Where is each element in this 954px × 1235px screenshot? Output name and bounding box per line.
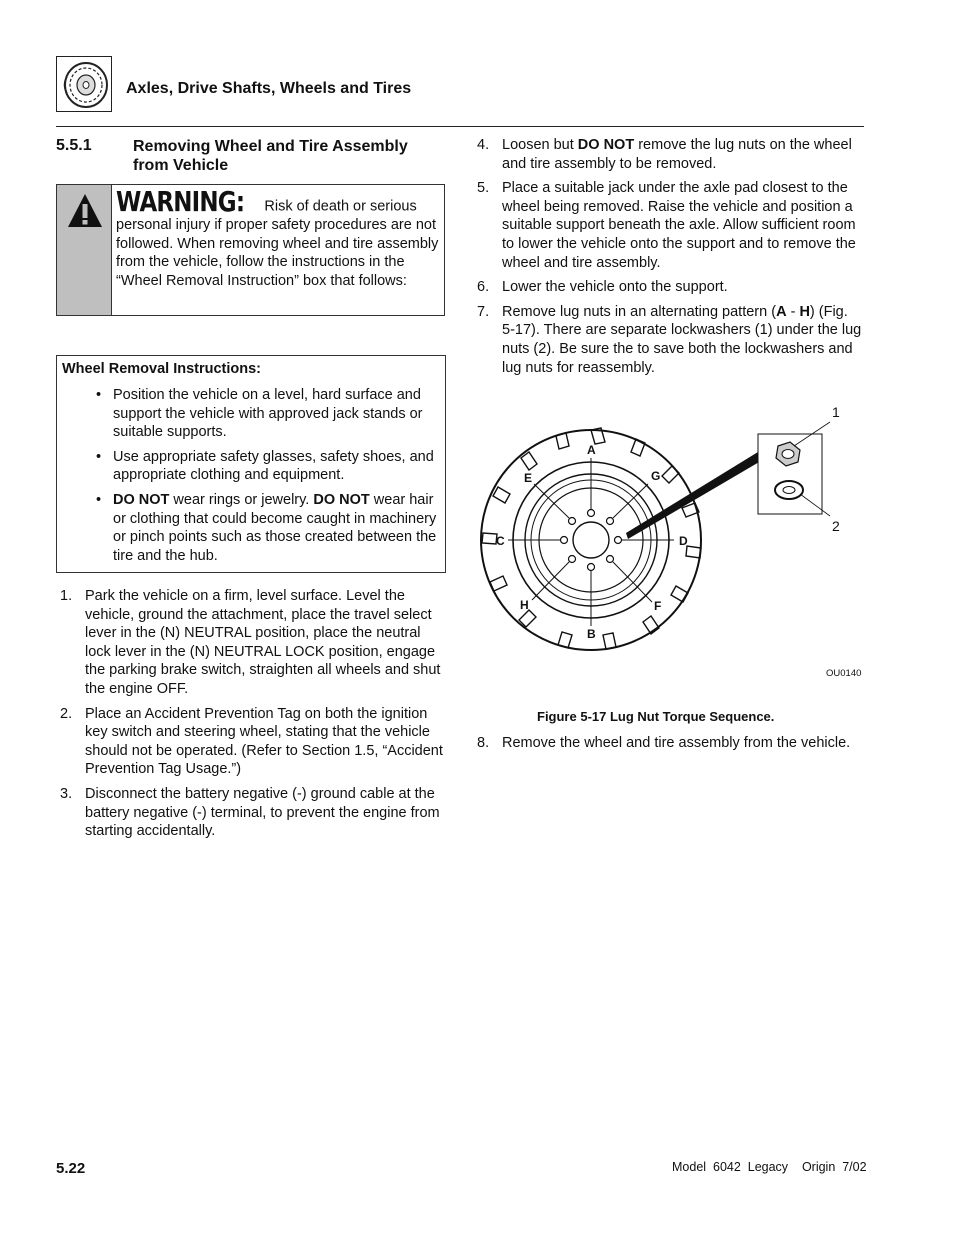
tire-icon xyxy=(57,57,111,111)
removal-instructions-title: Wheel Removal Instructions: xyxy=(62,361,262,377)
page-number: 5.22 xyxy=(56,1160,86,1177)
figure-caption: Figure 5-17 Lug Nut Torque Sequence. xyxy=(537,709,775,724)
label-c: C xyxy=(496,534,505,548)
list-item: • DO NOT wear rings or jewelry. DO NOT wear hair or clothing that could become caught in machinery or pinch points such as those created between the tire and the hub. xyxy=(96,491,441,565)
section-number: 5.5.1 xyxy=(56,137,92,154)
steps-list-right-2 xyxy=(477,734,862,759)
list-item: • Position the vehicle on a level, hard surface and support the vehicle with approved jack stands or suitable supports. xyxy=(96,386,441,442)
warning-text xyxy=(116,185,442,290)
label-h: H xyxy=(520,598,529,612)
step-item: 7. Remove lug nuts in an alternating pattern (A - H) (Fig. 5-17). There are separate lockwashers (1) under the lug nuts (2). Be sure the to save both the lockwashers and lug nuts for reassembly. xyxy=(477,303,862,376)
steps-list-right xyxy=(477,136,862,383)
tire-drawing xyxy=(481,428,701,650)
footer-model: Model 6042 Legacy Origin 7/02 xyxy=(672,1160,867,1174)
label-f: F xyxy=(654,599,662,613)
step-item: 2. Place an Accident Prevention Tag on both the ignition key switch and steering wheel, stating that the vehicle should not be operated. (Refer to Section 1.5, “Accident Prevention Tag Usage.”) xyxy=(60,705,443,778)
step-item: 4. Loosen but DO NOT remove the lug nuts on the wheel and tire assembly to be removed. xyxy=(477,137,852,172)
lug-nut-figure xyxy=(476,398,866,688)
label-e: E xyxy=(524,471,533,485)
step-item: 6. Lower the vehicle onto the support. xyxy=(477,279,728,296)
figure-code: OU0140 xyxy=(826,668,862,679)
steps-list-left xyxy=(60,587,445,847)
step-item: 1. Park the vehicle on a firm, level surface. Level the vehicle, ground the attachment, place the travel select lever in the (N) NEUTRAL position, place the neutral lock lever in the (N) NEUTRAL LOCK position, engage the parking brake switch, straighten all wheels and shut the engine OFF. xyxy=(60,588,441,697)
label-g: G xyxy=(651,469,661,483)
removal-instructions-list xyxy=(96,386,441,571)
header-tire-icon xyxy=(56,56,112,112)
warning-body: Risk of death or serious personal injury if proper safety procedures are not followed. When removing wheel and tire assembly from the vehicle, follow the instructions in the “Wheel Removal Instruction” box that follows: xyxy=(116,198,439,289)
section-title: Removing Wheel and Tire Assembly from Vehicle xyxy=(133,138,408,174)
label-b: B xyxy=(587,627,596,641)
callout-2: 2 xyxy=(832,518,840,534)
callout-1: 1 xyxy=(832,404,840,420)
header-title: Axles, Drive Shafts, Wheels and Tires xyxy=(126,80,412,97)
label-a: A xyxy=(587,443,596,457)
warning-triangle-icon xyxy=(66,192,104,235)
label-d: D xyxy=(679,534,688,548)
lug-detail xyxy=(758,422,830,516)
step-item: 5. Place a suitable jack under the axle pad closest to the wheel being removed. Raise the vehicle and position a suitable support beneath the axle. Allow sufficient room to lower the vehicle onto the support and to remove the wheel and tire assembly. xyxy=(477,180,856,271)
step-item: 8. Remove the wheel and tire assembly from the vehicle. xyxy=(477,735,851,751)
step-item: 3. Disconnect the battery negative (-) ground cable at the battery negative (-) terminal, to prevent the engine from starting accidentally. xyxy=(60,785,440,840)
list-item: • Use appropriate safety glasses, safety shoes, and appropriate clothing and equipment. xyxy=(96,448,441,485)
header-divider xyxy=(56,126,864,127)
warning-heading: WARNING: xyxy=(116,185,245,218)
